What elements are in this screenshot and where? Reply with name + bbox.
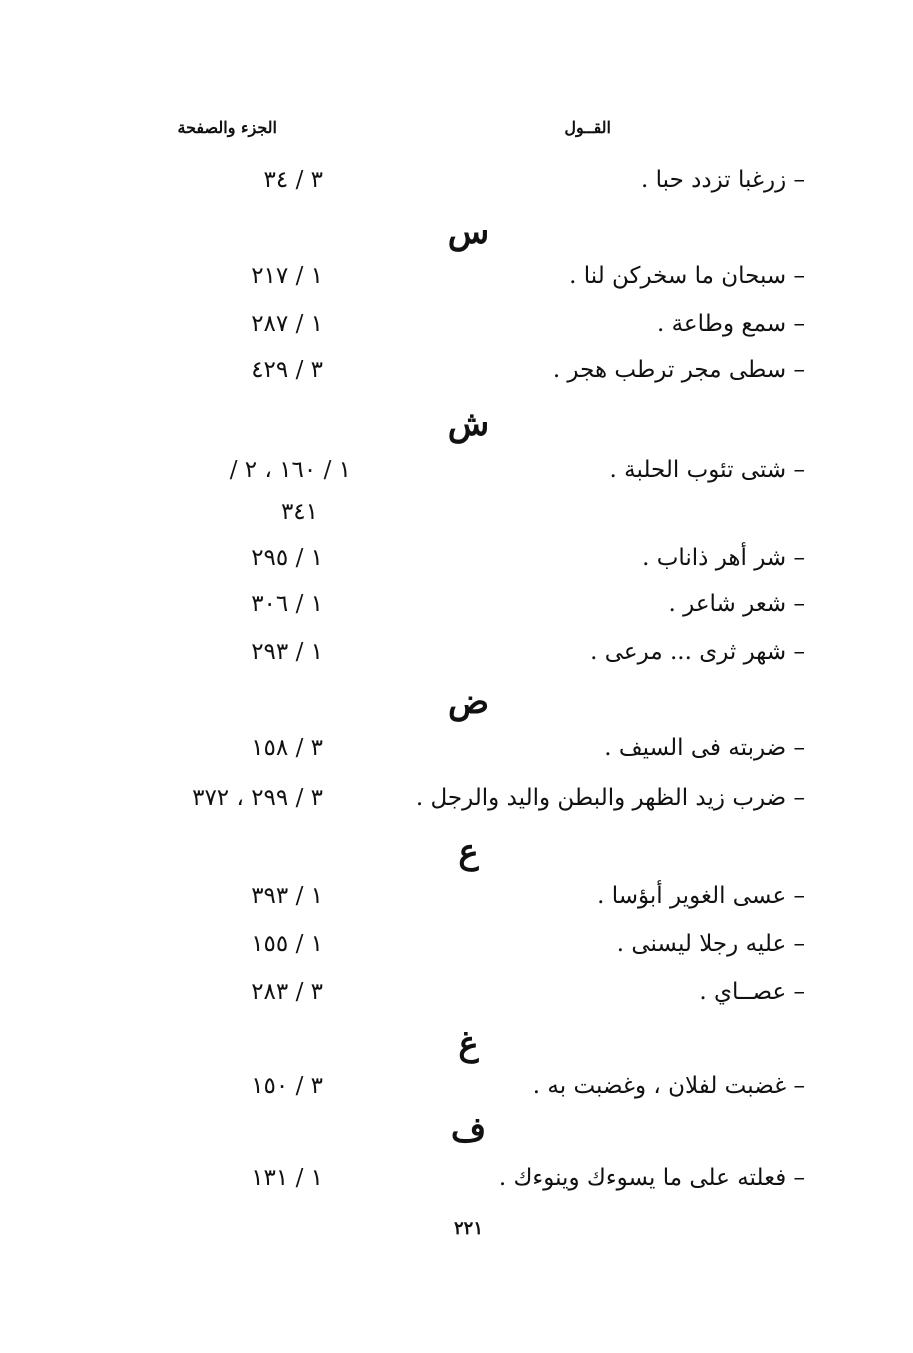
entry-reference: ١ / ٣٠٦ <box>251 591 323 617</box>
entry-saying: – عصــاي . <box>699 979 805 1005</box>
entry-saying: – شهر ثرى ... مرعى . <box>590 639 805 665</box>
entry-reference: ١ / ١٦٠ ، ٢ / <box>229 457 351 483</box>
entry-reference: ٣ / ٢٨٣ <box>251 979 323 1005</box>
entry-saying: – شتى تئوب الحلبة . <box>609 457 805 483</box>
index-entry <box>0 306 913 342</box>
column-header-saying: القــول <box>564 118 611 137</box>
index-entry <box>0 634 913 670</box>
entry-saying: – غضبت لفلان ، وغضبت به . <box>532 1073 805 1099</box>
section-letter: ض <box>447 682 490 722</box>
entry-reference: ١ / ٢١٧ <box>251 263 323 289</box>
entry-saying: – زرغبا تزدد حبا . <box>641 167 805 193</box>
entry-saying: – شر أهر ذاناب . <box>642 545 805 571</box>
index-entry <box>0 780 913 816</box>
column-header-volume-page: الجزء والصفحة <box>177 118 277 137</box>
index-entry <box>0 1160 913 1196</box>
entry-reference: ٣ / ٣٤ <box>263 167 323 193</box>
index-entry <box>0 352 913 388</box>
index-entry <box>0 258 913 294</box>
entry-saying: – سطى مجر ترطب هجر . <box>552 357 805 383</box>
entry-reference: ١ / ٢٨٧ <box>251 311 323 337</box>
section-letter: ف <box>450 1110 487 1150</box>
entry-reference: ١ / ٣٩٣ <box>251 883 323 909</box>
entry-saying: – عسى الغوير أبؤسا . <box>597 883 805 909</box>
index-entry <box>0 1068 913 1104</box>
entry-reference: ١ / ٢٩٥ <box>251 545 323 571</box>
entry-saying: – سبحان ما سخركن لنا . <box>569 263 805 289</box>
entry-reference: ٣ / ١٥٨ <box>251 735 323 761</box>
entry-reference: ١ / ١٥٥ <box>251 931 323 957</box>
section-letter: ش <box>447 404 490 444</box>
entry-reference: ١ / ٢٩٣ <box>251 639 323 665</box>
index-entry <box>0 926 913 962</box>
index-entry <box>0 162 913 198</box>
page-number: ٢٢١ <box>453 1218 483 1239</box>
entry-saying: – فعلته على ما يسوءك وينوءك . <box>498 1165 805 1191</box>
entry-reference: ٣ / ٢٩٩ ، ٣٧٢ <box>192 785 323 811</box>
index-entry <box>0 452 913 488</box>
section-letter: غ <box>458 1024 479 1064</box>
index-entry <box>0 878 913 914</box>
index-entry <box>0 974 913 1010</box>
index-entry <box>0 586 913 622</box>
entry-reference: ١ / ١٣١ <box>251 1165 323 1191</box>
index-entry <box>0 540 913 576</box>
entry-reference-continued: ٣٤١ <box>280 499 318 525</box>
section-letter: س <box>447 212 490 252</box>
entry-reference: ٣ / ١٥٠ <box>251 1073 323 1099</box>
entry-saying: – سمع وطاعة . <box>656 311 805 337</box>
entry-reference: ٣ / ٤٢٩ <box>251 357 323 383</box>
entry-saying: – ضرب زيد الظهر والبطن واليد والرجل . <box>415 785 805 811</box>
entry-saying: – شعر شاعر . <box>668 591 805 617</box>
entry-saying: – ضربته فى السيف . <box>604 735 805 761</box>
section-letter: ع <box>458 832 479 872</box>
index-entry <box>0 730 913 766</box>
entry-saying: – عليه رجلا ليسنى . <box>616 931 805 957</box>
